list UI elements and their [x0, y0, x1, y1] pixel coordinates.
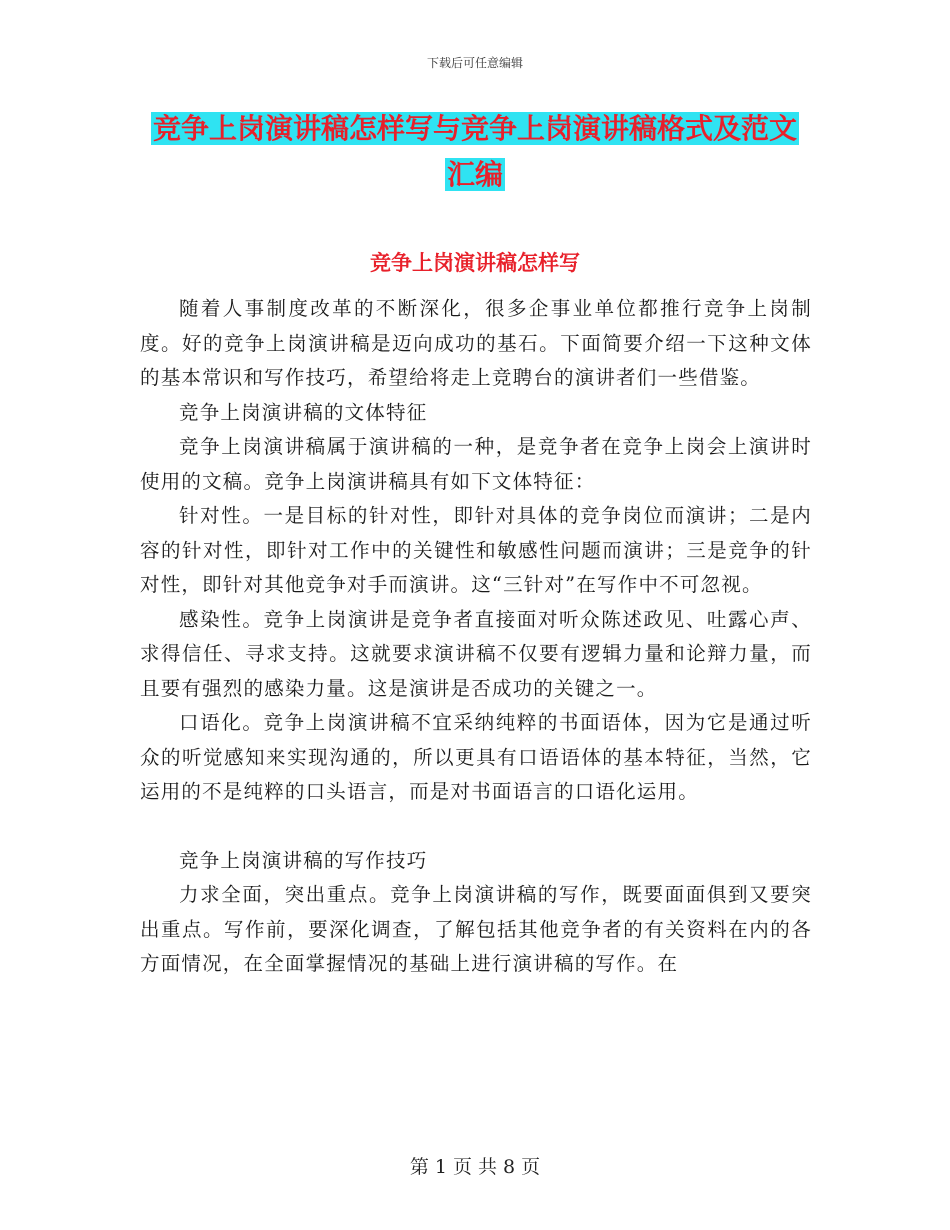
subheading-techniques: 竞争上岗演讲稿的写作技巧 [179, 848, 428, 872]
body-paragraph: 竞争上岗演讲稿属于演讲稿的一种，是竞争者在竞争上岗会上演讲时使用的文稿。竞争上岗演讲稿具有如下文体特征： [140, 435, 812, 493]
document-body [140, 292, 812, 982]
subheading-features: 竞争上岗演讲稿的文体特征 [179, 400, 428, 424]
body-paragraph: 力求全面，突出重点。竞争上岗演讲稿的写作，既要面面俱到又要突出重点。写作前，要深化调查，了解包括其他竞争者的有关资料在内的各方面情况，在全面掌握情况的基础上进行演讲稿的写作。在 [140, 883, 812, 975]
page-header-note: 下载后可任意编辑 [426, 56, 523, 70]
document-title [140, 106, 810, 198]
body-paragraph: 随着人事制度改革的不断深化，很多企事业单位都推行竞争上岗制度。好的竞争上岗演讲稿是迈向成功的基石。下面简要介绍一下这种文体的基本常识和写作技巧，希望给将走上竞聘台的演讲者们一些借鉴。 [140, 297, 812, 389]
body-paragraph: 针对性。一是目标的针对性，即针对具体的竞争岗位而演讲；二是内容的针对性，即针对工作中的关键性和敏感性问题而演讲；三是竞争的针对性，即针对其他竞争对手而演讲。这“三针对”在写作中不可忽视。 [140, 504, 812, 596]
body-paragraph: 口语化。竞争上岗演讲稿不宜采纳纯粹的书面语体，因为它是通过听众的听觉感知来实现沟通的，所以更具有口语语体的基本特征，当然，它运用的不是纯粹的口头语言，而是对书面语言的口语化运用。 [140, 711, 812, 803]
body-paragraph: 感染性。竞争上岗演讲是竞争者直接面对听众陈述政见、吐露心声、求得信任、寻求支持。这就要求演讲稿不仅要有逻辑力量和论辩力量，而且要有强烈的感染力量。这是演讲是否成功的关键之一。 [140, 607, 812, 700]
page-footer: 第 1 页 共 8 页 [409, 1156, 541, 1178]
document-title-line-1: 竞争上岗演讲稿怎样写与竞争上岗演讲稿格式及范文 [152, 112, 797, 145]
document-title-line-2: 汇编 [446, 158, 503, 191]
section-title: 竞争上岗演讲稿怎样写 [370, 251, 580, 275]
